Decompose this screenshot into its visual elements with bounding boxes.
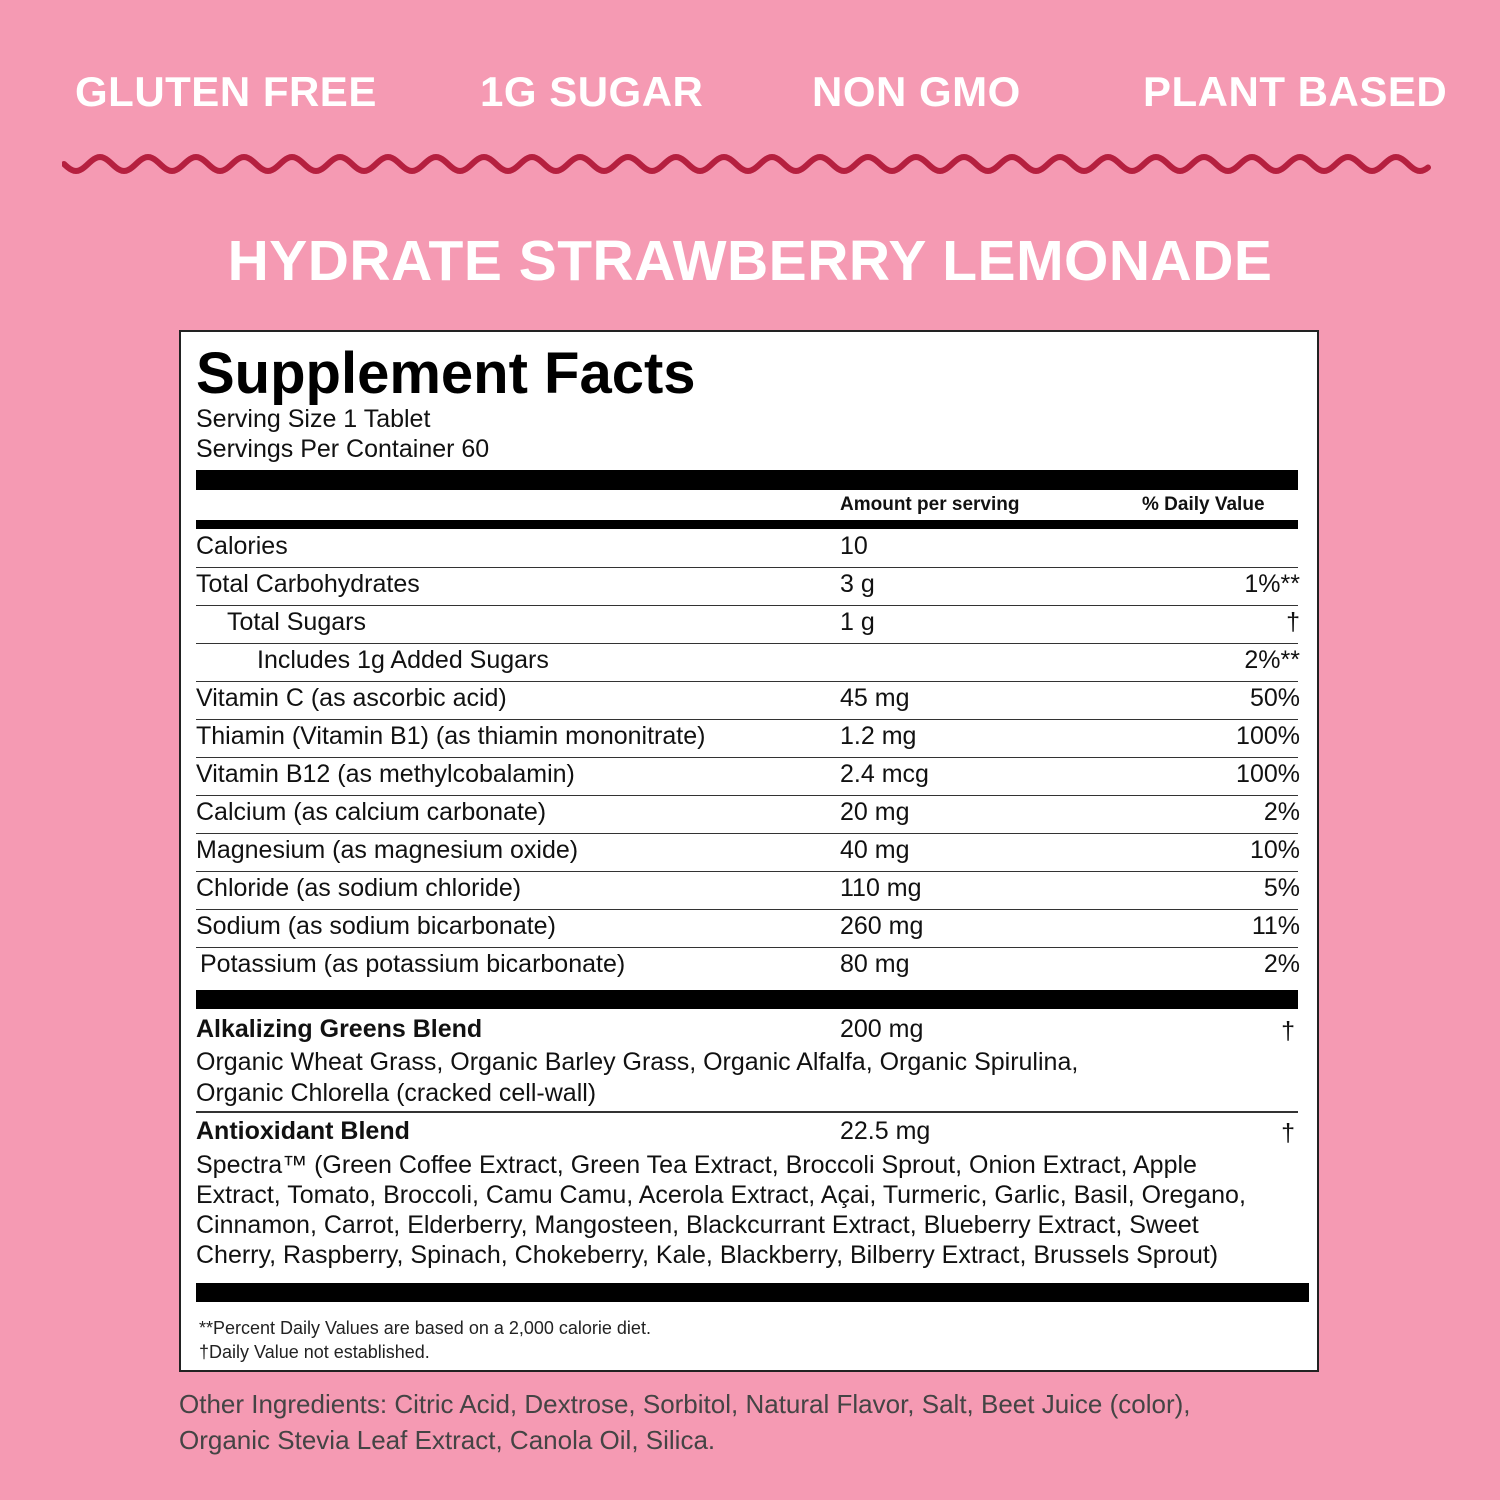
row-dv: 5% (1263, 874, 1300, 902)
product-title: HYDRATE STRAWBERRY LEMONADE (227, 229, 1273, 293)
badge-gluten-free: GLUTEN FREE (75, 68, 377, 115)
row-amount: 3 g (840, 570, 875, 598)
row-amount: 260 mg (840, 912, 924, 940)
row-name: Total Carbohydrates (196, 570, 420, 598)
badge-non-gmo: NON GMO (812, 68, 1021, 115)
row-dv: 2%** (1244, 646, 1300, 674)
row-name: Vitamin B12 (as methylcobalamin) (196, 760, 575, 788)
blend-amount: 22.5 mg (840, 1117, 931, 1145)
blend-amount: 200 mg (840, 1015, 924, 1043)
table-row (196, 605, 1298, 644)
row-name: Calories (196, 532, 288, 560)
other-ingredients-line: Organic Stevia Leaf Extract, Canola Oil, Silica. (179, 1425, 716, 1455)
table-row (196, 757, 1298, 796)
row-name: Vitamin C (as ascorbic acid) (196, 684, 507, 712)
row-dv: 2% (1263, 798, 1300, 826)
row-dv: 100% (1236, 722, 1300, 750)
row-dv: 2% (1263, 950, 1300, 978)
thick-rule (196, 990, 1298, 1009)
row-amount: 10 (840, 532, 868, 560)
row-name: Chloride (as sodium chloride) (196, 874, 522, 902)
row-amount: 45 mg (840, 684, 910, 712)
other-ingredients (179, 1386, 1379, 1458)
other-ingredients-line: Other Ingredients: Citric Acid, Dextrose, Sorbitol, Natural Flavor, Salt, Beet Juice (color), (179, 1389, 1191, 1419)
row-dv: 1%** (1244, 570, 1300, 598)
thick-rule (196, 470, 1298, 490)
thin-rule (196, 1111, 1298, 1113)
ingredient-line: Cherry, Raspberry, Spinach, Chokeberry, Kale, Blackberry, Bilberry Extract, Brussels Sprout) (196, 1241, 1219, 1269)
table-row (196, 567, 1298, 606)
table-row (196, 795, 1298, 834)
row-amount: 80 mg (840, 950, 910, 978)
table-row (196, 947, 1298, 985)
row-dv: 100% (1236, 760, 1300, 788)
row-amount: 110 mg (840, 874, 922, 902)
ingredient-line: Extract, Tomato, Broccoli, Camu Camu, Acerola Extract, Açai, Turmeric, Garlic, Basil, Oregano, (196, 1181, 1246, 1209)
row-name: Calcium (as calcium carbonate) (196, 798, 547, 826)
row-amount: 1.2 mg (840, 722, 917, 750)
row-dv: 50% (1249, 684, 1300, 712)
row-dv: 10% (1249, 836, 1300, 864)
blend-ingredients (196, 1150, 1246, 1270)
table-row (196, 719, 1298, 758)
row-dv: 11% (1251, 912, 1300, 940)
ingredient-line: Organic Chlorella (cracked cell-wall) (196, 1079, 597, 1107)
footnote-daily-values: **Percent Daily Values are based on a 2,000 calorie diet. (199, 1318, 651, 1338)
ingredient-line: Spectra™ (Green Coffee Extract, Green Tea Extract, Broccoli Sprout, Onion Extract, Apple (196, 1151, 1197, 1179)
row-name: Total Sugars (227, 608, 366, 636)
ingredient-line: Organic Wheat Grass, Organic Barley Grass, Organic Alfalfa, Organic Spirulina, (196, 1048, 1079, 1076)
facts-title: Supplement Facts (196, 341, 696, 406)
blend-name: Antioxidant Blend (196, 1117, 410, 1145)
row-dv: † (1286, 608, 1300, 636)
column-dv-header: % Daily Value (1142, 494, 1265, 515)
row-amount: 20 mg (840, 798, 910, 826)
supplement-facts-panel (179, 330, 1319, 1372)
table-row (196, 643, 1298, 682)
servings-per-container: Servings Per Container 60 (196, 435, 490, 463)
row-name: Sodium (as sodium bicarbonate) (196, 912, 556, 940)
thick-rule (196, 1283, 1309, 1302)
blend-dv: † (1281, 1119, 1295, 1147)
ingredient-line: Cinnamon, Carrot, Elderberry, Mangosteen, Blackcurrant Extract, Blueberry Extract, Sweet (196, 1211, 1199, 1239)
table-row (196, 681, 1298, 720)
row-amount: 2.4 mcg (840, 760, 929, 788)
blend-dv: † (1281, 1017, 1295, 1045)
badge-sugar: 1G SUGAR (480, 68, 704, 115)
blend-name: Alkalizing Greens Blend (196, 1015, 483, 1043)
medium-rule (196, 520, 1298, 529)
blend-ingredients (196, 1047, 1078, 1109)
badge-plant-based: PLANT BASED (1143, 68, 1448, 115)
row-amount: 1 g (840, 608, 875, 636)
table-row (196, 833, 1298, 872)
claims-bar (0, 68, 1500, 118)
column-amount-header: Amount per serving (840, 494, 1020, 515)
row-name: Includes 1g Added Sugars (257, 646, 549, 674)
table-row (196, 871, 1298, 910)
wavy-divider (62, 150, 1432, 180)
footnote-not-established: †Daily Value not established. (199, 1342, 430, 1362)
row-amount: 40 mg (840, 836, 910, 864)
table-row (196, 909, 1298, 948)
serving-size: Serving Size 1 Tablet (196, 405, 431, 433)
table-row (196, 529, 1298, 568)
row-name: Potassium (as potassium bicarbonate) (200, 950, 626, 978)
row-name: Magnesium (as magnesium oxide) (196, 836, 579, 864)
row-name: Thiamin (Vitamin B1) (as thiamin mononitrate) (196, 722, 706, 750)
